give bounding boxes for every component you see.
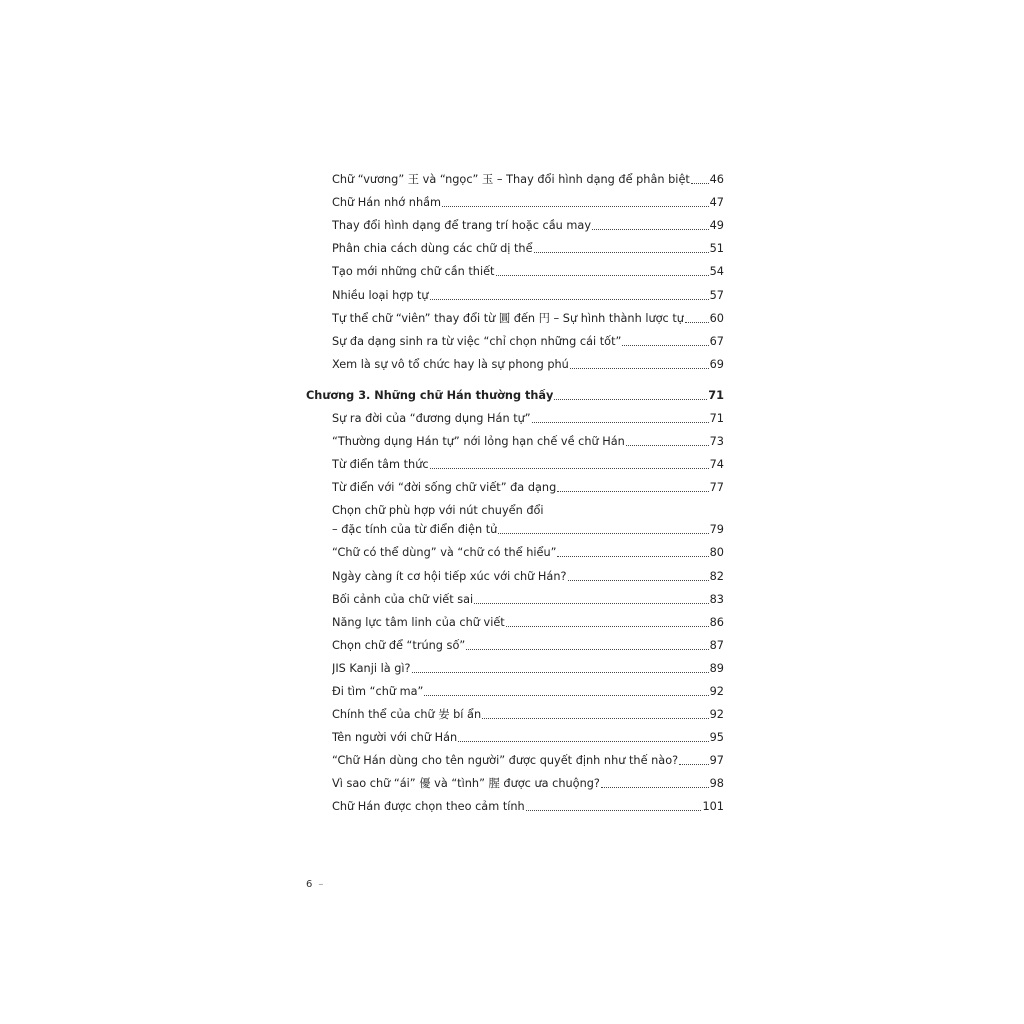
dot-leader [482, 718, 709, 719]
toc-entry [306, 449, 724, 472]
toc-page-number: 92 [709, 708, 724, 722]
toc-page-number: 92 [709, 684, 724, 698]
page-footer [306, 879, 323, 890]
toc-entry-title-continued: – đặc tính của từ điển điện tử [332, 523, 498, 537]
toc-page-number: 101 [702, 800, 724, 814]
toc-entry [306, 722, 724, 745]
toc-page-number: 47 [709, 196, 724, 210]
dot-leader [622, 345, 708, 346]
toc-page-number: 74 [709, 458, 724, 472]
dot-leader [430, 468, 709, 469]
dot-leader [526, 810, 702, 811]
dot-leader [592, 229, 709, 230]
toc-entry [306, 187, 724, 210]
toc-page-number: 71 [708, 388, 724, 402]
toc-entry [306, 233, 724, 256]
toc-entry-title: Đi tìm “chữ ma” [332, 684, 424, 698]
toc-entry [306, 791, 724, 814]
toc-page-number: 60 [709, 311, 724, 325]
toc-page-number: 95 [709, 731, 724, 745]
toc-entry [306, 164, 724, 187]
toc-entry [306, 745, 724, 768]
toc-entry [306, 326, 724, 349]
dot-leader [554, 399, 707, 400]
toc-page-number: 46 [709, 173, 724, 187]
toc-entry-title: Tự thể chữ “viên” thay đổi từ 圓 đến 円 – Sự hình thành lược tự [332, 311, 684, 325]
toc-page-number: 67 [709, 334, 724, 348]
toc-page-number: 82 [709, 569, 724, 583]
dot-leader [412, 672, 709, 673]
toc-page-number: 83 [709, 592, 724, 606]
toc-chapter-title: Chương 3. Những chữ Hán thường thấy [306, 388, 554, 402]
dot-leader [685, 322, 709, 323]
toc-page-number: 86 [709, 615, 724, 629]
toc-entry-title: Nhiều loại hợp tự [332, 288, 429, 302]
toc-entry [306, 768, 724, 791]
toc-entry-title: Vì sao chữ “ái” 優 và “tình” 腥 được ưa chuộng? [332, 777, 600, 791]
dot-leader [506, 626, 709, 627]
toc-entry [306, 630, 724, 653]
toc-page-number: 69 [709, 357, 724, 371]
dot-leader [679, 764, 709, 765]
toc-entry-title: Chữ “vương” 王 và “ngọc” 玉 – Thay đổi hình dạng để phân biệt [332, 173, 690, 187]
dot-leader [534, 252, 709, 253]
toc-page-number: 54 [709, 265, 724, 279]
toc-entry-title: Chữ Hán được chọn theo cảm tính [332, 800, 525, 814]
toc-entry-title: Năng lực tâm linh của chữ viết [332, 615, 505, 629]
page-number: 6 [306, 879, 313, 890]
toc-entry-title: Tên người với chữ Hán [332, 731, 458, 745]
toc-page-number: 79 [709, 523, 724, 537]
toc-entry [306, 699, 724, 722]
toc-page-number: 98 [709, 777, 724, 791]
toc-page-number: 77 [709, 481, 724, 495]
toc-entry [306, 403, 724, 426]
toc-page-number: 73 [709, 435, 724, 449]
toc-entry-title: Ngày càng ít cơ hội tiếp xúc với chữ Hán? [332, 569, 567, 583]
dot-leader [466, 649, 708, 650]
toc-entry-title: “Thường dụng Hán tự” nới lỏng hạn chế về chữ Hán [332, 435, 625, 449]
toc-entry-title: Sự đa dạng sinh ra từ việc “chỉ chọn những cái tốt” [332, 334, 622, 348]
toc-entry-title: Phân chia cách dùng các chữ dị thể [332, 242, 533, 256]
toc-entry-title: “Chữ có thể dùng” và “chữ có thể hiểu” [332, 546, 557, 560]
dot-leader [430, 299, 709, 300]
dot-leader [498, 533, 708, 534]
toc-entry [306, 653, 724, 676]
dot-leader [458, 741, 708, 742]
footer-dash: – [318, 879, 324, 890]
dot-leader [532, 422, 709, 423]
toc-entry [306, 349, 724, 372]
toc-page-number: 51 [709, 242, 724, 256]
dot-leader [442, 206, 709, 207]
toc-entry-title: Chọn chữ phù hợp với nút chuyển đổi [332, 504, 544, 518]
toc-entry-title: Xem là sự vô tổ chức hay là sự phong phú [332, 357, 569, 371]
dot-leader [691, 183, 709, 184]
dot-leader [570, 368, 709, 369]
toc-entry [306, 537, 724, 560]
toc-entry [306, 472, 724, 495]
toc-page-number: 71 [709, 412, 724, 426]
dot-leader [557, 556, 708, 557]
toc-entry [306, 256, 724, 279]
toc-entry-title: Thay đổi hình dạng để trang trí hoặc cầu may [332, 219, 592, 233]
dot-leader [424, 695, 708, 696]
toc-entry-title: “Chữ Hán dùng cho tên người” được quyết định như thế nào? [332, 754, 679, 768]
toc-chapter-entry [306, 380, 724, 403]
dot-leader [626, 445, 709, 446]
dot-leader [557, 491, 708, 492]
toc-entry [306, 607, 724, 630]
table-of-contents [306, 164, 724, 814]
toc-page-number: 89 [709, 661, 724, 675]
toc-entry-title: Bối cảnh của chữ viết sai [332, 592, 474, 606]
toc-entry [306, 584, 724, 607]
toc-entry-title: JIS Kanji là gì? [332, 661, 411, 675]
toc-page-number: 87 [709, 638, 724, 652]
toc-entry-title: Chọn chữ để “trúng số” [332, 638, 466, 652]
toc-entry [306, 676, 724, 699]
toc-entry [306, 426, 724, 449]
toc-entry-title: Chính thể của chữ 妛 bí ẩn [332, 708, 482, 722]
dot-leader [601, 787, 709, 788]
toc-page-number: 49 [709, 219, 724, 233]
toc-page-number: 97 [709, 754, 724, 768]
toc-entry-title: Sự ra đời của “đương dụng Hán tự” [332, 412, 531, 426]
toc-entry-title: Từ điển tâm thức [332, 458, 429, 472]
toc-entry [306, 279, 724, 302]
toc-entry-title: Chữ Hán nhớ nhầm [332, 196, 442, 210]
toc-page-number: 57 [709, 288, 724, 302]
toc-entry [306, 495, 724, 537]
toc-entry [306, 560, 724, 583]
toc-entry [306, 303, 724, 326]
toc-entry-title: Từ điển với “đời sống chữ viết” đa dạng [332, 481, 557, 495]
toc-entry-title: Tạo mới những chữ cần thiết [332, 265, 495, 279]
toc-page-number: 80 [709, 546, 724, 560]
dot-leader [496, 275, 709, 276]
dot-leader [568, 580, 709, 581]
dot-leader [474, 603, 708, 604]
toc-entry [306, 210, 724, 233]
